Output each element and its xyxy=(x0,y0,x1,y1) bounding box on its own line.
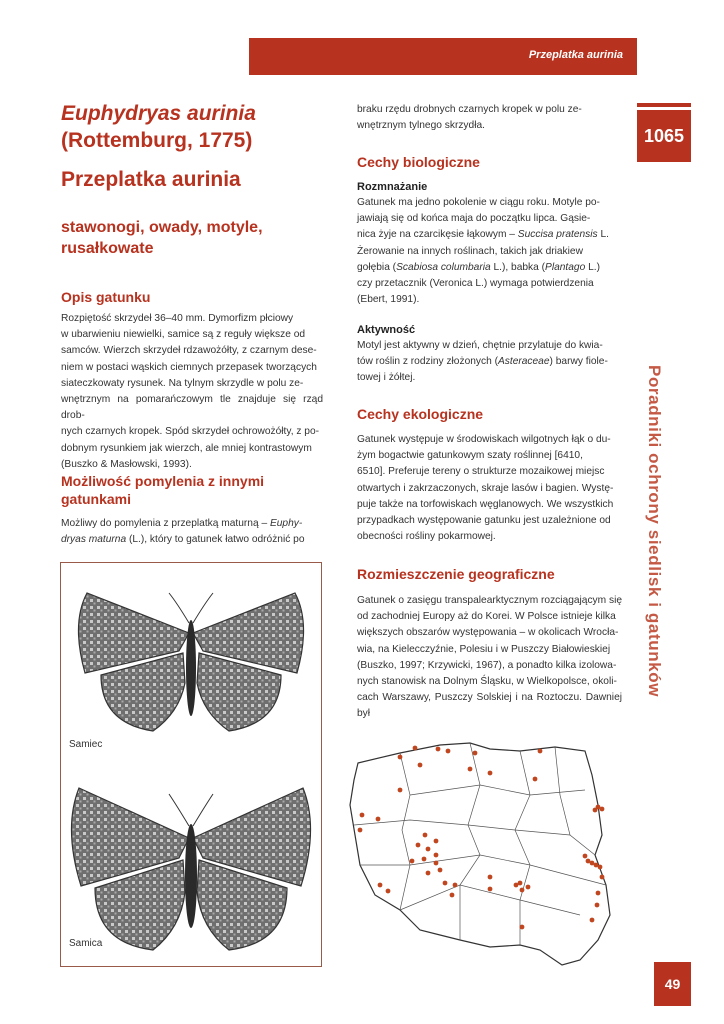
opis-line: nych czarnych kropek. Spód skrzydeł ochrowożółty, z po- xyxy=(61,426,320,438)
opis-line: (Buszko & Masłowski, 1993). xyxy=(61,458,192,470)
rozmieszczenie-paragraph xyxy=(357,593,622,723)
text-run: Możliwy do pomylenia z przeplatką maturną – xyxy=(61,518,270,529)
pomylenie-cont-line: braku rzędu drobnych czarnych kropek w polu ze- xyxy=(357,104,582,115)
ekologiczne-line: otwartych i zakrzaczonych, skraje lasów i bagien. Wystę- xyxy=(357,482,614,494)
taxonomy-line-2: rusałkowate xyxy=(61,240,154,257)
habitat-code-tab xyxy=(637,110,691,162)
rozmieszczenie-line: cach Warszawy, Puszczy Solskiej i na Roztoczu. Dawniej był xyxy=(357,692,622,720)
locality-dot xyxy=(590,918,595,923)
header-bar xyxy=(249,38,637,75)
text-run: (L.), który to gatunek łatwo odróżnić po xyxy=(126,534,305,546)
subsection-rozmnazanie: Rozmnażanie xyxy=(357,181,428,193)
locality-dot xyxy=(360,813,365,818)
caption-male: Samiec xyxy=(69,739,103,750)
pomylenie-line xyxy=(61,532,323,548)
locality-dot xyxy=(488,771,493,776)
subsection-aktywnosc: Aktywność xyxy=(357,324,416,336)
text-run: tów roślin z rodziny złożonych ( xyxy=(357,356,498,368)
locality-dot xyxy=(434,861,439,866)
rozmieszczenie-line: (Buszko, 1997; Krzywicki, 1967), a ponadto kilka izolowa- xyxy=(357,659,617,671)
locality-dot xyxy=(598,865,603,870)
text-run: nica żyje na czarcikęsie łąkowym – xyxy=(357,229,518,241)
rozmnazanie-line xyxy=(357,227,622,243)
rozmieszczenie-line: wia, na Kielecczyźnie, Polesiu i w Puszczy Białowieskiej xyxy=(357,643,611,655)
pomylenie-continuation xyxy=(357,102,622,134)
locality-dot xyxy=(583,854,588,859)
opis-line: siateczkowaty rysunek. Na tylnym skrzydle w polu ze- xyxy=(61,377,304,389)
italic-run: dryas maturna xyxy=(61,534,127,546)
opis-line: w ubarwieniu niewielki, samice są z reguły większe od xyxy=(61,329,306,341)
section-title-rozmieszczenie: Rozmieszczenie geograficzne xyxy=(357,566,555,582)
locality-dot xyxy=(426,847,431,852)
ekologiczne-line: przypadkach występowanie gatunku jest uzależnione od xyxy=(357,515,611,527)
pomylenie-title-line-2: gatunkami xyxy=(61,491,132,507)
latin-name: Euphydryas aurinia xyxy=(61,102,256,125)
locality-dot xyxy=(386,889,391,894)
ekologiczne-line: puje także na torfowiskach węglanowych. We wszystkich xyxy=(357,498,614,510)
section-title-biologiczne: Cechy biologiczne xyxy=(357,154,480,170)
side-series-title: Poradniki ochrony siedlisk i gatunków xyxy=(645,365,664,698)
rozmieszczenie-line: nych stanowisk na Dolnym Śląsku, w Wielkopolsce, okoli- xyxy=(357,676,617,688)
locality-dot xyxy=(378,883,383,888)
text-run: L. xyxy=(597,229,609,241)
rozmnazanie-line: Gatunek ma jedno pokolenie w ciągu roku. Motyle po- xyxy=(357,197,600,208)
locality-dot xyxy=(398,755,403,760)
locality-dot xyxy=(358,828,363,833)
female-butterfly-image xyxy=(71,788,310,950)
species-author: (Rottemburg, 1775) xyxy=(61,129,253,152)
locality-dot xyxy=(593,808,598,813)
locality-dot xyxy=(595,903,600,908)
locality-dot xyxy=(450,893,455,898)
aktywnosc-line: towej i żółtej. xyxy=(357,372,416,384)
section-title-ekologiczne: Cechy ekologiczne xyxy=(357,406,484,422)
locality-dot xyxy=(538,749,543,754)
page-number: 49 xyxy=(654,962,691,1006)
locality-dot xyxy=(468,767,473,772)
poland-border xyxy=(350,743,610,965)
text-run: L.), babka ( xyxy=(490,261,546,273)
locality-dot xyxy=(488,875,493,880)
locality-dot xyxy=(422,857,427,862)
text-run: L.) xyxy=(585,261,600,273)
locality-dot xyxy=(376,817,381,822)
taxonomy xyxy=(61,217,321,259)
opis-line: niem w postaci wąskich ciemnych przepasek tworzących xyxy=(61,361,317,373)
pomylenie-line xyxy=(61,516,323,532)
ekologiczne-line: żym bogactwie gatunkowym szaty roślinnej [6410, xyxy=(357,450,583,462)
rozmieszczenie-line: Gatunek o zasięgu transpalearktycznym rozciągającym się xyxy=(357,595,622,606)
rozmieszczenie-line: większych obszarów występowania – w okolicach Wrocła- xyxy=(357,627,619,639)
aktywnosc-line xyxy=(357,354,622,370)
pomylenie-paragraph xyxy=(61,516,323,548)
locality-dot xyxy=(398,788,403,793)
locality-dot xyxy=(426,871,431,876)
locality-dot xyxy=(453,883,458,888)
locality-dot xyxy=(520,925,525,930)
butterfly-illustrations xyxy=(61,563,321,966)
pomylenie-title-line-1: Możliwość pomylenia z innymi xyxy=(61,473,265,489)
voivodeship-borders xyxy=(354,743,606,945)
rozmieszczenie-line: od zachodniej Europy aż do Korei. W Polsce istnieje kilka xyxy=(357,611,616,623)
ekologiczne-line: 6510]. Preferuje tereny o strukturze mozaikowej miejsc xyxy=(357,466,605,478)
opis-line: wnętrznym na pomarańczowym tle znajduje się rząd drob- xyxy=(61,394,323,422)
male-butterfly-image xyxy=(78,593,303,731)
locality-dot xyxy=(438,868,443,873)
species-polish-name: Przeplatka aurinia xyxy=(61,168,241,191)
habitat-code: 1065 xyxy=(643,126,685,146)
italic-run: Succisa pratensis xyxy=(517,229,598,241)
code-tab-stripe xyxy=(637,103,691,107)
species-latin-heading xyxy=(61,100,256,154)
ekologiczne-paragraph xyxy=(357,432,622,545)
text-run: gołębia ( xyxy=(357,261,397,273)
locality-dots xyxy=(358,746,605,930)
locality-dot xyxy=(596,891,601,896)
locality-dot xyxy=(533,777,538,782)
aktywnosc-line: Motyl jest aktywny w dzień, chętnie przylatuje do kwia- xyxy=(357,340,603,351)
ekologiczne-line: Gatunek występuje w środowiskach wilgotnych łąk o du- xyxy=(357,434,611,445)
opis-line: samców. Wierzch skrzydeł rdzawożółty, z czarnym dese- xyxy=(61,345,317,357)
locality-dot xyxy=(418,763,423,768)
locality-dot xyxy=(446,749,451,754)
taxonomy-line-1: stawonogi, owady, motyle, xyxy=(61,219,263,236)
italic-run: Scabiosa columbaria xyxy=(396,261,491,273)
locality-dot xyxy=(520,888,525,893)
locality-dot xyxy=(434,853,439,858)
locality-dot xyxy=(526,885,531,890)
opis-paragraph xyxy=(61,311,323,473)
opis-line: Rozpiętość skrzydeł 36–40 mm. Dymorfizm płciowy xyxy=(61,313,294,324)
butterfly-figure xyxy=(60,562,322,967)
locality-dot xyxy=(410,859,415,864)
ekologiczne-line: obecności rośliny pokarmowej. xyxy=(357,531,496,543)
locality-dot xyxy=(600,807,605,812)
locality-dot xyxy=(436,747,441,752)
italic-run: Plantago xyxy=(545,261,586,273)
rozmnazanie-line: jawiają się od końca maja do początku lipca. Gąsie- xyxy=(357,213,591,225)
locality-dot xyxy=(423,833,428,838)
section-title-opis: Opis gatunku xyxy=(61,289,151,305)
rozmnazanie-paragraph xyxy=(357,195,622,308)
rozmnazanie-line xyxy=(357,260,622,276)
locality-dot xyxy=(443,881,448,886)
opis-line: dobnym rysunkiem jak wierzch, ale mniej kontrastowym xyxy=(61,442,312,454)
rozmnazanie-line: (Ebert, 1991). xyxy=(357,294,420,306)
caption-female: Samica xyxy=(69,938,103,949)
italic-run: Asteraceae xyxy=(497,356,550,368)
aktywnosc-paragraph xyxy=(357,338,622,387)
rozmnazanie-line: czy przetacznik (Veronica L.) wymaga potwierdzenia xyxy=(357,278,594,290)
locality-dot xyxy=(434,839,439,844)
rozmnazanie-line: Żerowanie na innych roślinach, takich jak driakiew xyxy=(357,245,583,257)
locality-dot xyxy=(413,746,418,751)
distribution-map xyxy=(340,735,620,970)
locality-dot xyxy=(518,881,523,886)
italic-run: Euphy- xyxy=(269,518,303,529)
locality-dot xyxy=(416,843,421,848)
running-title: Przeplatka aurinia xyxy=(528,49,623,61)
locality-dot xyxy=(488,887,493,892)
pomylenie-cont-line: wnętrznym tylnego skrzydła. xyxy=(357,120,485,132)
section-title-pomylenie xyxy=(61,472,323,508)
locality-dot xyxy=(600,875,605,880)
text-run: ) barwy fiole- xyxy=(549,356,608,368)
locality-dot xyxy=(473,751,478,756)
